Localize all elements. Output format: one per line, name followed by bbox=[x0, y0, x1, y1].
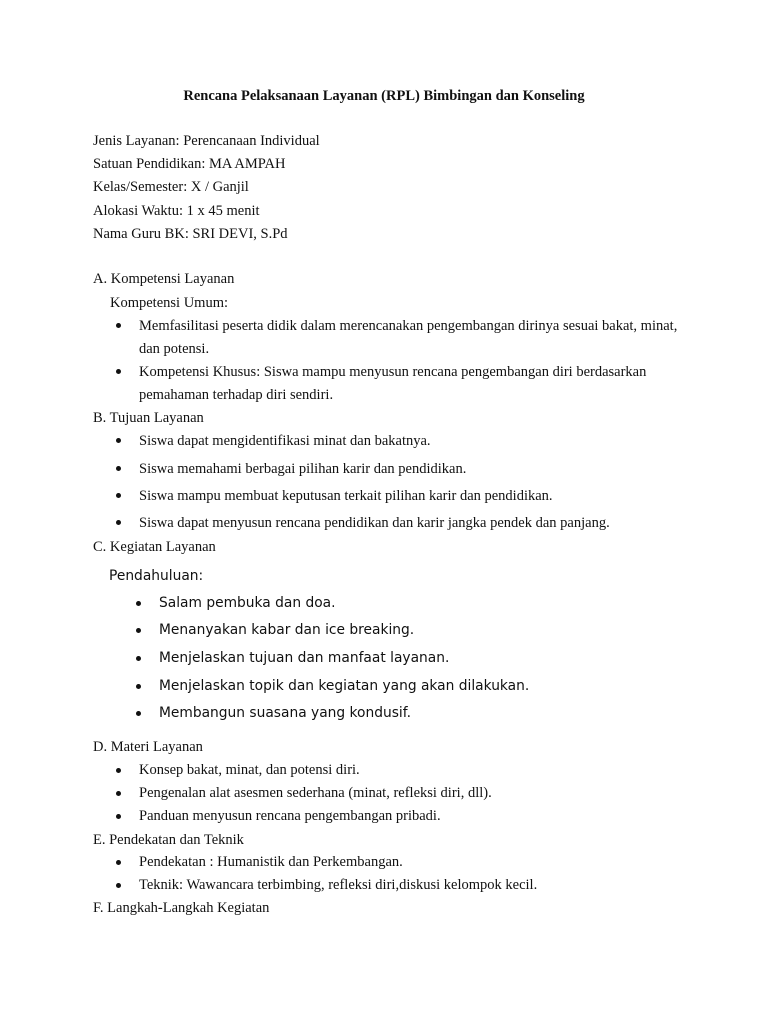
bullet-icon bbox=[116, 493, 121, 498]
section-e-heading: E. Pendekatan dan Teknik bbox=[93, 832, 244, 848]
bullet-icon bbox=[136, 711, 141, 716]
section-d-item: Konsep bakat, minat, dan potensi diri. bbox=[139, 762, 360, 778]
section-d-item: Panduan menyusun rencana pengembangan pribadi. bbox=[139, 808, 441, 824]
section-a-heading: A. Kompetensi Layanan bbox=[93, 271, 235, 287]
bullet-icon bbox=[116, 791, 121, 796]
bullet-icon bbox=[136, 656, 141, 661]
bullet-icon bbox=[116, 466, 121, 471]
identity-nama-guru: Nama Guru BK: SRI DEVI, S.Pd bbox=[93, 226, 288, 242]
bullet-icon bbox=[116, 814, 121, 819]
bullet-icon bbox=[116, 438, 121, 443]
identity-alokasi-waktu: Alokasi Waktu: 1 x 45 menit bbox=[93, 203, 260, 219]
identity-satuan-pendidikan: Satuan Pendidikan: MA AMPAH bbox=[93, 156, 286, 172]
bullet-icon bbox=[136, 684, 141, 689]
section-a-item: Memfasilitasi peserta didik dalam merencanakan pengembangan dirinya sesuai bakat, minat, dan potensi. bbox=[139, 318, 678, 357]
bullet-icon bbox=[116, 860, 121, 865]
section-b-item: Siswa memahami berbagai pilihan karir dan pendidikan. bbox=[139, 461, 467, 477]
section-c-heading: C. Kegiatan Layanan bbox=[93, 539, 216, 555]
section-a-item: Kompetensi Khusus: Siswa mampu menyusun rencana pengembangan diri berdasarkan pemahaman terhadap diri sendiri. bbox=[139, 364, 647, 403]
section-f-heading: F. Langkah-Langkah Kegiatan bbox=[93, 900, 270, 916]
bullet-icon bbox=[116, 369, 121, 374]
section-c-item: Salam pembuka dan doa. bbox=[159, 595, 336, 611]
section-e-item: Teknik: Wawancara terbimbing, refleksi diri,diskusi kelompok kecil. bbox=[139, 877, 538, 893]
bullet-icon bbox=[136, 601, 141, 606]
section-d-heading: D. Materi Layanan bbox=[93, 739, 203, 755]
section-b-item: Siswa dapat mengidentifikasi minat dan bakatnya. bbox=[139, 433, 431, 449]
bullet-icon bbox=[116, 323, 121, 328]
section-c-subheading: Pendahuluan: bbox=[109, 568, 204, 584]
section-c-item: Menjelaskan tujuan dan manfaat layanan. bbox=[159, 650, 450, 666]
section-c-item: Menanyakan kabar dan ice breaking. bbox=[159, 622, 415, 638]
section-b-item: Siswa dapat menyusun rencana pendidikan dan karir jangka pendek dan panjang. bbox=[139, 515, 610, 531]
bullet-icon bbox=[116, 883, 121, 888]
identity-kelas-semester: Kelas/Semester: X / Ganjil bbox=[93, 179, 249, 195]
section-a-subheading: Kompetensi Umum: bbox=[110, 295, 229, 311]
section-b-item: Siswa mampu membuat keputusan terkait pilihan karir dan pendidikan. bbox=[139, 488, 553, 504]
section-d-item: Pengenalan alat asesmen sederhana (minat, refleksi diri, dll). bbox=[139, 785, 492, 801]
section-c-item: Menjelaskan topik dan kegiatan yang akan dilakukan. bbox=[159, 678, 530, 694]
bullet-icon bbox=[136, 628, 141, 633]
bullet-icon bbox=[116, 768, 121, 773]
document-title: Rencana Pelaksanaan Layanan (RPL) Bimbingan dan Konseling bbox=[183, 88, 585, 104]
identity-jenis-layanan: Jenis Layanan: Perencanaan Individual bbox=[93, 133, 320, 149]
section-e-item: Pendekatan : Humanistik dan Perkembangan. bbox=[139, 854, 403, 870]
bullet-icon bbox=[116, 520, 121, 525]
section-c-item: Membangun suasana yang kondusif. bbox=[159, 705, 411, 721]
section-b-heading: B. Tujuan Layanan bbox=[93, 410, 204, 426]
